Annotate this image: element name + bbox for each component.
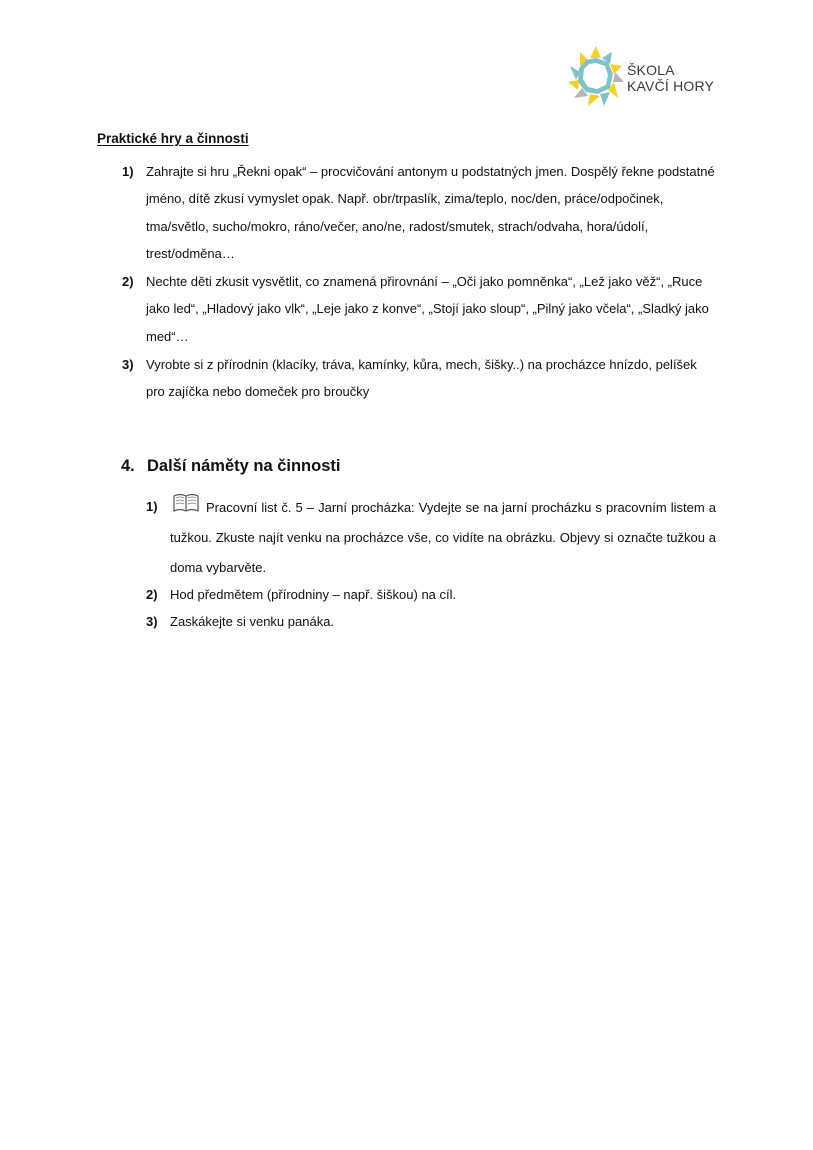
- item-3-text: Vyrobte si z přírodnin (klacíky, tráva, kamínky, kůra, mech, šišky..) na procházce hnízdo, pelíšek pro zajíčka nebo domeček pro broučky: [146, 357, 697, 400]
- item-1-number: 1): [122, 164, 134, 179]
- logo-line-2: KAVČÍ HORY: [627, 78, 715, 94]
- school-logo: [566, 44, 726, 110]
- logo-line-1: ŠKOLA: [627, 62, 675, 78]
- logo-text: [627, 62, 714, 94]
- heading-4: [121, 454, 340, 478]
- item-1-text: Zahrajte si hru „Řekni opak“ – procvičování antonym u podstatných jmen. Dospělý řekne podstatné jméno, dítě zkusí vymyslet opak. Např. obr/trpaslík, zima/teplo, noc/den, práce/odpočinek, tma/světlo, sucho/mokro, ráno/večer, ano/ne, radost/smutek, strach/odvaha, hora/údolí, trest/odměna…: [146, 164, 715, 261]
- sun-logo-icon: [566, 44, 626, 110]
- item-2-number: 2): [122, 274, 134, 289]
- item-3-number: 3): [122, 357, 134, 372]
- heading-text: Další náměty na činnosti: [147, 457, 341, 475]
- activity-2-text: Hod předmětem (přírodniny – např. šiškou) na cíl.: [170, 587, 457, 602]
- activity-2-number: 2): [146, 587, 158, 602]
- activity-3-text: Zaskákejte si venku panáka.: [170, 614, 335, 629]
- activity-1-text: Pracovní list č. 5 – Jarní procházka: Vydejte se na jarní procházku s pracovním listem a tužkou. Zkuste najít venku na procházce vše, co vidíte na obrázku. Objevy si označte tužkou a doma vybarvěte.: [170, 500, 716, 575]
- activity-1-number: 1): [146, 499, 158, 514]
- heading-number: 4.: [121, 457, 135, 475]
- item-2-text: Nechte děti zkusit vysvětlit, co znamená přirovnání – „Oči jako pomněnka“, „Lež jako věž“, „Ruce jako led“, „Hladový jako vlk“, „Leje jako z konve“, „Stojí jako sloup“, „Pilný jako včela“, „Sladký jako med“…: [146, 274, 709, 344]
- activity-3-number: 3): [146, 614, 158, 629]
- section-title: Praktické hry a činnosti: [97, 131, 249, 146]
